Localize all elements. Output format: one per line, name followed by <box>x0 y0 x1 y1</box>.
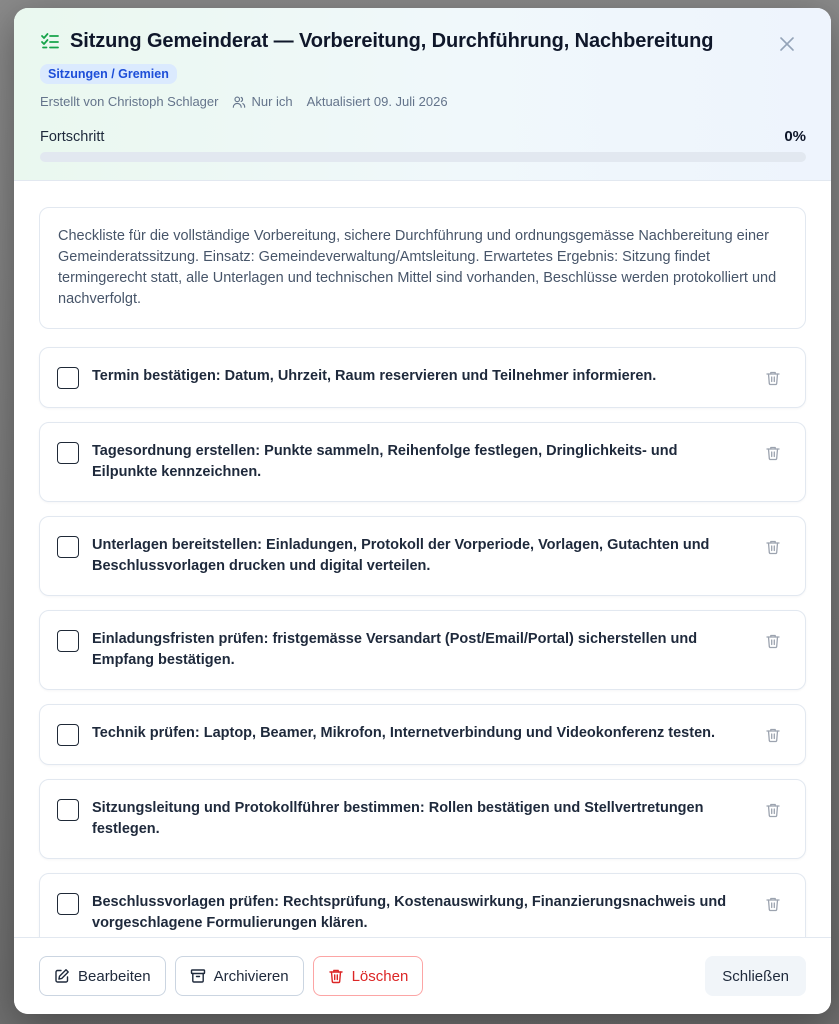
checklist-item <box>39 516 806 596</box>
trash-icon[interactable] <box>765 445 783 463</box>
title-row <box>40 28 806 54</box>
visibility-text: Nur ich <box>251 94 293 109</box>
item-text: Sitzungsleitung und Protokollführer bestimmen: Rollen bestätigen und Stellvertretungen festlegen. <box>92 800 704 837</box>
close-button[interactable] <box>705 956 806 996</box>
delete-button-label: Löschen <box>351 967 409 985</box>
progress-value: 0% <box>784 128 806 145</box>
item-text: Unterlagen bereitstellen: Einladungen, Protokoll der Vorperiode, Vorlagen, Gutachten und Beschlussvorlagen drucken und digital verteilen. <box>92 537 710 574</box>
item-text: Beschlussvorlagen prüfen: Rechtsprüfung, Kostenauswirkung, Finanzierungsnachweis und vorgeschlagene Formulierungen klären. <box>92 894 727 931</box>
item-checkbox[interactable] <box>57 799 79 821</box>
edit-button[interactable] <box>39 956 166 996</box>
trash-icon[interactable] <box>765 896 783 914</box>
trash-icon[interactable] <box>765 802 783 820</box>
archive-button[interactable] <box>175 956 304 996</box>
item-checkbox[interactable] <box>57 893 79 915</box>
archive-icon <box>190 968 206 984</box>
checklist-item <box>39 704 806 765</box>
checklist-items <box>39 347 806 937</box>
checklist-icon <box>40 31 60 51</box>
item-text: Termin bestätigen: Datum, Uhrzeit, Raum reservieren und Teilnehmer informieren. <box>92 368 657 384</box>
trash-icon <box>328 968 344 984</box>
checklist-dialog <box>14 8 831 1014</box>
meta-row <box>40 94 806 109</box>
trash-icon[interactable] <box>765 539 783 557</box>
close-icon[interactable] <box>777 34 797 54</box>
visibility-info <box>232 94 292 109</box>
item-checkbox[interactable] <box>57 536 79 558</box>
delete-button[interactable] <box>313 956 424 996</box>
users-icon <box>232 95 246 109</box>
checklist-item <box>39 347 806 408</box>
checklist-item <box>39 779 806 859</box>
archive-button-label: Archivieren <box>213 967 289 985</box>
item-checkbox[interactable] <box>57 367 79 389</box>
checklist-item <box>39 873 806 937</box>
dialog-title: Sitzung Gemeinderat — Vorbereitung, Durchführung, Nachbereitung <box>70 29 714 52</box>
trash-icon[interactable] <box>765 633 783 651</box>
item-text: Tagesordnung erstellen: Punkte sammeln, Reihenfolge festlegen, Dringlichkeits- und Eilpunkte kennzeichnen. <box>92 443 678 480</box>
item-checkbox[interactable] <box>57 724 79 746</box>
checklist-description: Checkliste für die vollständige Vorbereitung, sichere Durchführung und ordnungsgemässe Nachbereitung einer Gemeinderatssitzung. Einsatz: Gemeindeverwaltung/Amtsleitung. Erwartetes Ergebnis: Sitzung findet termingerecht statt, alle Unterlagen und technischen Mittel sind vorhanden, Beschlüsse werden protokolliert und nachverfolgt. <box>39 207 806 329</box>
edit-icon <box>54 968 70 984</box>
checklist-item <box>39 610 806 690</box>
edit-button-label: Bearbeiten <box>78 967 151 985</box>
dialog-footer <box>14 937 831 1014</box>
dialog-header <box>14 8 831 181</box>
dialog-body[interactable] <box>14 181 831 937</box>
trash-icon[interactable] <box>765 727 783 745</box>
trash-icon[interactable] <box>765 370 783 388</box>
item-text: Einladungsfristen prüfen: fristgemässe Versandart (Post/Email/Portal) sicherstellen und Empfang bestätigen. <box>92 631 698 668</box>
created-by-text: Erstellt von Christoph Schlager <box>40 94 219 109</box>
item-checkbox[interactable] <box>57 442 79 464</box>
updated-text: Aktualisiert 09. Juli 2026 <box>306 94 448 109</box>
item-text: Technik prüfen: Laptop, Beamer, Mikrofon, Internetverbindung und Videokonferenz testen. <box>92 725 716 741</box>
item-checkbox[interactable] <box>57 630 79 652</box>
category-tag: Sitzungen / Gremien <box>40 64 177 84</box>
progress-label: Fortschritt <box>40 128 105 145</box>
progress-header <box>40 128 806 145</box>
close-button-label: Schließen <box>722 967 789 985</box>
progress-bar <box>40 152 806 162</box>
checklist-item <box>39 422 806 502</box>
